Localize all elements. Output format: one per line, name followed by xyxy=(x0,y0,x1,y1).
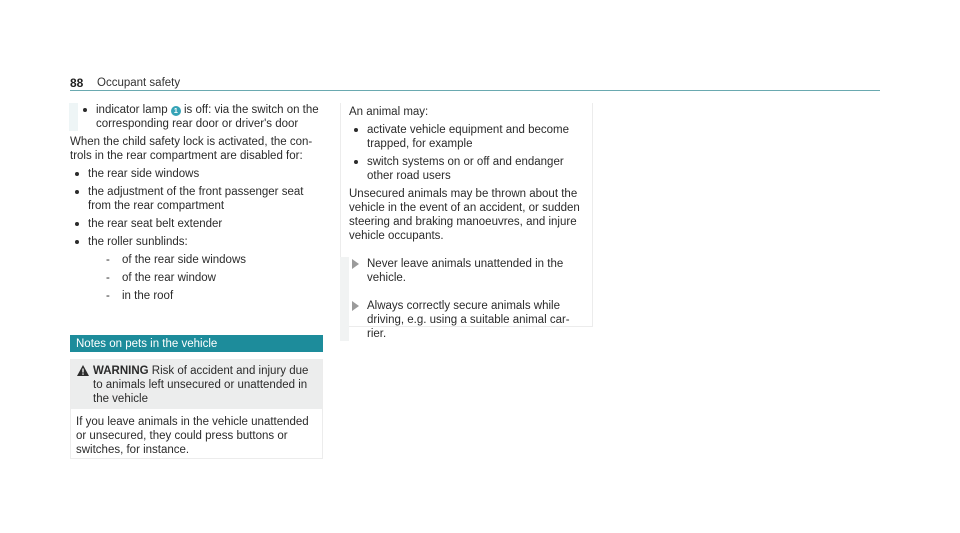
sublist-item-text: of the rear window xyxy=(122,272,216,284)
warning-label: WARNING xyxy=(93,365,149,377)
list-item xyxy=(70,185,322,213)
indicator-lamp-marker-icon: 1 xyxy=(171,106,181,116)
instruction-step xyxy=(349,257,584,285)
bullet-icon xyxy=(354,128,358,132)
bullet-icon xyxy=(75,222,79,226)
bullet-icon xyxy=(75,240,79,244)
sunblind-sublist xyxy=(88,253,322,303)
dash-marker: - xyxy=(106,290,110,302)
list-item xyxy=(349,155,584,183)
sublist-item-text: of the rear side windows xyxy=(122,254,247,266)
chapter-title: Occupant safety xyxy=(97,77,181,89)
list-item xyxy=(78,103,322,131)
bullet-icon xyxy=(83,108,87,112)
list-item-text: switch systems on or off and endanger other road users xyxy=(367,156,564,182)
header-divider xyxy=(70,90,880,91)
warning-body: If you leave animals in the vehicle unattended or unsecured, they could press buttons or switches, for instance. xyxy=(76,416,309,456)
list-item-text: activate vehicle equipment and become trapped, for example xyxy=(367,124,570,150)
page-number: 88 xyxy=(70,76,84,90)
animal-risk-list xyxy=(349,123,584,183)
list-item xyxy=(70,235,322,303)
bullet-icon xyxy=(75,190,79,194)
sublist-item-text: in the roof xyxy=(122,290,174,302)
list-item-text: the roller sunblinds: xyxy=(88,236,188,248)
right-column xyxy=(340,103,593,340)
lamp-text-before: indicator lamp xyxy=(96,104,168,116)
warning-triangle-icon xyxy=(77,365,89,376)
step-text: Never leave animals unattended in the vehicle. xyxy=(367,258,564,284)
list-item-text: the rear side windows xyxy=(88,168,200,180)
step-arrow-icon xyxy=(352,259,359,269)
list-item-text: the adjustment of the front passenger seat from the rear compartment xyxy=(88,186,304,212)
disabled-controls-list xyxy=(70,167,322,303)
list-item xyxy=(70,217,322,231)
section-title: Notes on pets in the vehicle xyxy=(76,338,218,350)
bullet-icon xyxy=(354,160,358,164)
continued-list xyxy=(69,103,322,131)
unsecured-animals-paragraph: Unsecured animals may be thrown about the vehicle in the event of an accident, or sudden steering and braking manoeuvres, and injure vehicle occupants. xyxy=(349,188,580,242)
list-item-text: the rear seat belt extender xyxy=(88,218,223,230)
animal-intro: An animal may: xyxy=(349,106,429,118)
child-lock-intro: When the child safety lock is activated, the con- trols in the rear compartment are disabled for: xyxy=(70,136,313,162)
warning-header xyxy=(71,359,322,409)
lamp-text-after: is off: via the switch on the corresponding rear door or driver's door xyxy=(96,104,319,130)
dash-marker: - xyxy=(106,254,110,266)
section-heading-bar xyxy=(70,335,323,352)
left-column xyxy=(70,103,322,307)
list-item xyxy=(349,123,584,151)
list-item xyxy=(70,167,322,181)
dash-marker: - xyxy=(106,272,110,284)
step-arrow-icon xyxy=(352,301,359,311)
warning-box xyxy=(70,359,323,459)
step-text: Always correctly secure animals while driving, e.g. using a suitable animal car- rier. xyxy=(367,300,570,340)
sublist-item xyxy=(106,289,322,303)
sublist-item xyxy=(106,253,322,267)
instruction-steps xyxy=(340,257,584,341)
instruction-step xyxy=(349,299,584,341)
warning-text: Risk of accident and injury due to animals left unsecured or unattended in the vehicle xyxy=(93,365,309,405)
bullet-icon xyxy=(75,172,79,176)
page-header xyxy=(70,76,880,90)
sublist-item xyxy=(106,271,322,285)
